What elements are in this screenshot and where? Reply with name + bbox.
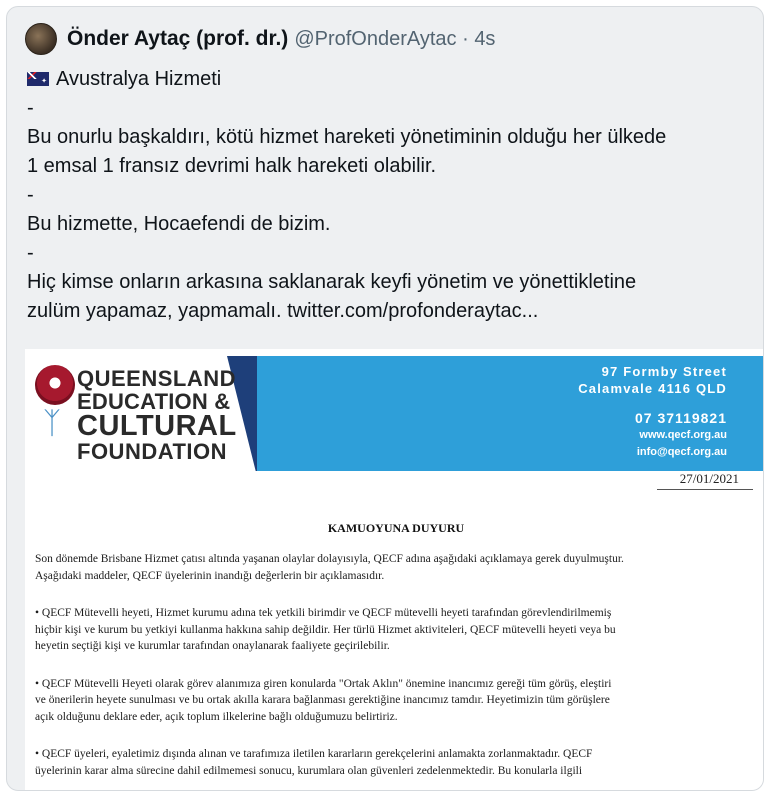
attached-document-image[interactable] bbox=[25, 349, 764, 790]
author-name[interactable]: Önder Aytaç (prof. dr.) bbox=[67, 27, 289, 50]
document-paragraph bbox=[35, 605, 757, 655]
logo-line: CULTURAL bbox=[77, 410, 237, 442]
paragraph-line: açık olduğunu deklare eder, açık toplum ilkelerine bağlı olduğumuzu belirtiriz. bbox=[35, 710, 398, 723]
contact-web: www.qecf.org.au bbox=[639, 429, 727, 441]
rose-icon bbox=[35, 365, 75, 405]
tweet-line: Bu onurlu başkaldırı, kötü hizmet hareketi yönetiminin olduğu her ülkede bbox=[27, 126, 667, 148]
tweet-line: - bbox=[27, 97, 34, 119]
figure-icon: ᛉ bbox=[43, 406, 61, 441]
paragraph-line: heyetin seçtiği kişi ve kurumlar tarafından onaylanarak faaliyete geçirilebilir. bbox=[35, 640, 390, 652]
paragraph-line: hiçbir kişi ve kurum bu yetkiyi kullanma hakkına sahip değildir. Her türlü Hizmet aktiviteleri, QECF mütevelli heyeti veya bu bbox=[35, 623, 616, 636]
australia-flag-icon bbox=[27, 72, 49, 86]
logo-line: QUEENSLAND bbox=[77, 366, 237, 391]
contact-phone: 07 37119821 bbox=[635, 410, 727, 426]
tweet-line: - bbox=[27, 184, 34, 206]
paragraph-line: ve önerilerin heyete sunulması ve bu ortak akılla karara bağlanması gerektiğine inancımız tamdır. Heyetimizin tüm görüşlere bbox=[35, 694, 610, 706]
document-body bbox=[35, 551, 757, 790]
qecf-logo bbox=[35, 361, 245, 469]
logo-text bbox=[77, 367, 237, 463]
tweet-line-text: Avustralya Hizmeti bbox=[56, 68, 222, 90]
document-paragraph bbox=[35, 676, 757, 726]
document-paragraph bbox=[35, 746, 757, 779]
paragraph-line: • QECF Mütevelli heyeti, Hizmet kurumu adına tek yetkili birimdir ve QECF mütevelli heyeti tarafından görevlendirilmemiş bbox=[35, 607, 612, 619]
logo-line: FOUNDATION bbox=[77, 439, 228, 464]
contact-city: Calamvale 4116 QLD bbox=[578, 381, 727, 396]
paragraph-line: üyelerinin karar alma sürecine dahil edilmemesi sonucu, kurumlara olan güvenleri zedelenmektedir. Bu konularla ilgili bbox=[35, 764, 583, 777]
tweet-line: - bbox=[27, 242, 34, 264]
logo-line: EDUCATION & bbox=[77, 389, 231, 414]
paragraph-line: • QECF Mütevelli Heyeti olarak görev alanımıza giren konularda "Ortak Aklın" önemine inancımız gereği tüm görüş, eleştiri bbox=[35, 677, 612, 690]
paragraph-line: • QECF üyeleri, eyaletimiz dışında alınan ve tarafımıza iletilen kararların gerekçelerini anlamakta zorlanmaktadır. QECF bbox=[35, 748, 593, 760]
paragraph-line: Son dönemde Brisbane Hizmet çatısı altında yaşanan olaylar dolayısıyla, QECF adına aşağıdaki açıklamaya gerek duyulmuştur. bbox=[35, 553, 624, 565]
tweet-line bbox=[27, 65, 747, 94]
tweet-text bbox=[27, 65, 747, 326]
document-paragraph bbox=[35, 551, 757, 584]
author-handle-time[interactable]: @ProfOnderAytac · 4s bbox=[294, 27, 496, 50]
document-title: KAMUOYUNA DUYURU bbox=[327, 521, 465, 535]
tweet-line-with-link[interactable]: zulüm yapamaz, yapmamalı. twitter.com/profonderaytac... bbox=[27, 300, 539, 322]
contact-email: info@qecf.org.au bbox=[636, 446, 727, 458]
contact-block bbox=[578, 363, 727, 461]
divider bbox=[657, 489, 753, 490]
tweet-line: Bu hizmette, Hocaefendi de bizim. bbox=[27, 213, 331, 235]
tweet-header bbox=[25, 23, 495, 55]
tweet-line: 1 emsal 1 fransız devrimi halk hareketi olabilir. bbox=[27, 155, 437, 177]
contact-street: 97 Formby Street bbox=[601, 364, 727, 379]
avatar[interactable] bbox=[25, 23, 57, 55]
tweet-line: Hiç kimse onların arkasına saklanarak keyfi yönetim ve yönettikletine bbox=[27, 271, 637, 293]
tweet-card[interactable] bbox=[6, 6, 764, 791]
paragraph-line: Aşağıdaki maddeler, QECF üyelerinin inandığı değerlerin bir açıklamasıdır. bbox=[35, 569, 385, 582]
document-date: 27/01/2021 bbox=[679, 471, 739, 486]
